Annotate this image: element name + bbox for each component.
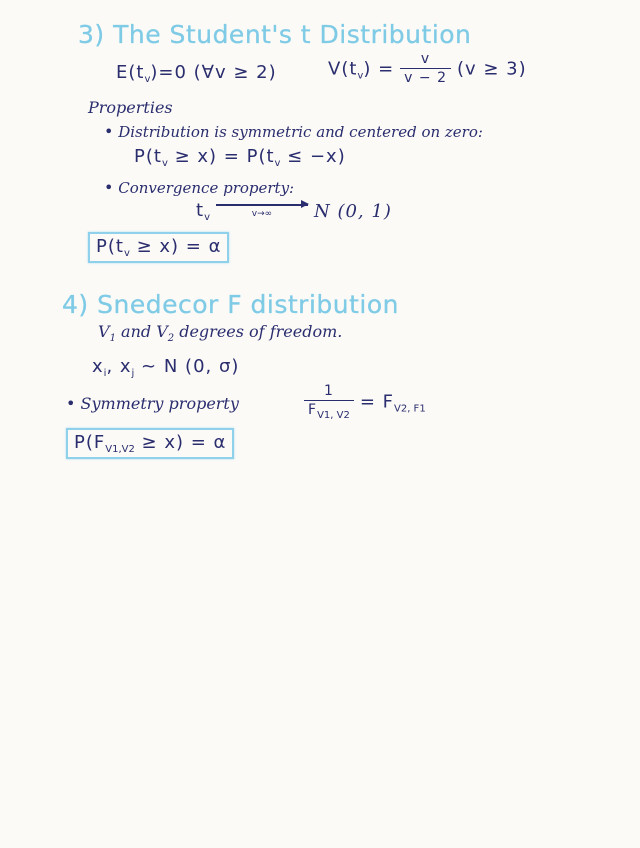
symmetry-property-line <box>66 394 239 413</box>
dof-sub: 2 <box>167 333 175 344</box>
symmetry-formula-part: ≥ x) = P(t <box>167 146 275 167</box>
f-symmetry-rhs-sub: V2, F1 <box>394 403 426 415</box>
symmetry-property-text: Symmetry property <box>80 394 239 413</box>
convergence-lhs <box>196 200 210 223</box>
f-symmetry-rhs: = F <box>359 391 394 413</box>
expectation-formula <box>116 62 277 85</box>
variance-numerator: v <box>420 51 431 67</box>
section-3-title: 3) The Student's t Distribution <box>78 20 472 49</box>
vars-part: ~ N (0, σ) <box>134 356 240 377</box>
variance-sub: v <box>357 70 364 82</box>
f-den-sub: V1, V2 <box>317 410 350 422</box>
f-box-part: P(F <box>74 432 106 453</box>
variance-condition: (v ≥ 3) <box>456 58 527 80</box>
vars-part: , x <box>106 356 132 377</box>
convergence-formula <box>196 200 392 223</box>
dof-part: V <box>98 322 110 341</box>
property-convergence-text: Convergence property: <box>118 179 295 197</box>
degrees-of-freedom-line <box>98 322 342 344</box>
symmetry-formula-sub: v <box>161 158 168 169</box>
variance-formula <box>328 52 527 87</box>
arrow-icon <box>216 204 308 205</box>
properties-heading: Properties <box>88 98 173 117</box>
bullet: • <box>66 394 76 413</box>
t-critical-value-box <box>88 232 229 263</box>
property-convergence <box>104 178 294 197</box>
variance-eq: ) = <box>363 58 395 80</box>
convergence-arrow-label: v→∞ <box>251 208 273 219</box>
t-box-part: P(t <box>96 236 124 257</box>
symmetry-formula <box>134 146 346 169</box>
property-symmetric <box>104 122 483 141</box>
vars-part: x <box>92 356 104 377</box>
t-box-sub: v <box>123 248 130 259</box>
f-box-part: ≥ x) = α <box>134 432 227 453</box>
convergence-lhs-sub: v <box>204 212 210 223</box>
f-symmetry-denominator <box>304 400 354 421</box>
variance-denominator: v − 2 <box>400 68 451 86</box>
f-symmetry-fraction <box>304 384 354 421</box>
variables-distribution-line <box>92 356 239 379</box>
convergence-lhs-t: t <box>196 200 205 221</box>
symmetry-formula-part: ≤ −x) <box>280 146 346 167</box>
expectation-rhs: )=0 (∀v ≥ 2) <box>150 62 277 83</box>
f-critical-value-box <box>66 428 234 459</box>
f-symmetry-formula <box>298 384 426 421</box>
expectation-sub: v <box>144 74 151 85</box>
bullet: • <box>104 122 114 141</box>
dof-part: and V <box>115 322 168 341</box>
vars-sub: i <box>103 368 107 379</box>
t-box-part: ≥ x) = α <box>129 236 222 257</box>
expectation-lhs: E(t <box>116 62 145 83</box>
property-symmetric-text: Distribution is symmetric and centered on zero: <box>118 123 483 141</box>
dof-sub: 1 <box>109 333 116 344</box>
f-box-sub: V1,V2 <box>105 444 135 455</box>
bullet: • <box>104 178 114 197</box>
variance-fraction <box>400 52 451 87</box>
variance-lhs: V(t <box>328 58 358 80</box>
f-den-part: F <box>308 402 318 419</box>
dof-part: degrees of freedom. <box>174 322 343 341</box>
symmetry-formula-sub: v <box>274 158 281 169</box>
f-symmetry-numerator: 1 <box>323 383 334 399</box>
convergence-arrow <box>216 204 308 218</box>
symmetry-formula-part: P(t <box>134 146 162 167</box>
convergence-rhs: N (0, 1) <box>313 201 392 222</box>
section-4-title: 4) Snedecor F distribution <box>62 290 400 319</box>
vars-sub: j <box>131 368 135 379</box>
